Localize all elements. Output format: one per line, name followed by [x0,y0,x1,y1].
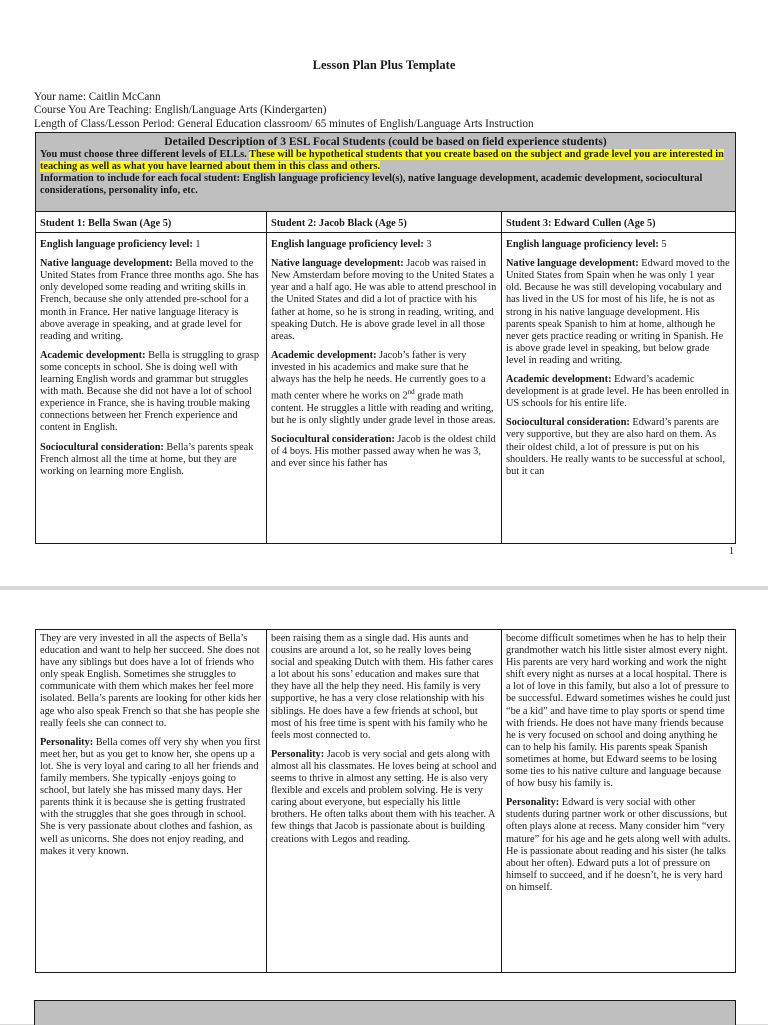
document-title: Lesson Plan Plus Template [312,58,456,72]
student-3-cell [502,233,736,544]
table-header-instructions [40,149,731,173]
student-1-heading: Student 1: Bella Swan (Age 5) [36,212,267,233]
native-paragraph [271,258,497,343]
page-number: 1 [729,546,734,557]
continued-paragraph: been raising them as a single dad. His aunts and cousins are around a lot, so he really loves being social and speaking Dutch with them. His father cares a lot about his sons’ education and makes sure that they have all the help they need. His family is very supportive, he has a very close relationship with his siblings. He does have a few friends at school, but most of his free time is spent with his family who he feels most connected to. [271,633,494,741]
proficiency-label: English language proficiency level: [506,239,659,251]
sociocultural-text: Edward’s parents are very supportive, but they are also hard on them. As their oldest child, a lot of pressure is put on his shoulders. He really wants to be successful at school, but it can [506,417,726,477]
academic-paragraph [40,350,262,435]
personality-paragraph [40,737,262,858]
personality-text: Jacob is very social and gets along with almost all his classmates. He loves being at school and seems to thrive in almost any setting. He is also very flexible and excels and problem solving. He is very caring about everyone, but especially his little brothers. He often talks about them with his teacher. A few things that Jacob is passionate about is building creations with Legos and reading. [271,748,497,845]
table-header-title: Detailed Description of 3 ESL Focal Students (could be based on field experience students) [164,136,607,148]
proficiency-label: English language proficiency level: [271,239,424,251]
academic-text-cont: grade math content. He struggles a little with reading and writing, but he is only slightly under grade level in those areas. [271,390,496,426]
academic-label: Academic development: [40,349,146,361]
student-1-cell [36,233,267,544]
instructions-highlight: These will be hypothetical students that you create based on the subject and grade level you are interested in teaching as well as what you have learned about them in this class and others. [40,149,724,172]
academic-superscript: nd [407,388,415,397]
native-label: Native language development: [506,258,639,270]
academic-paragraph [271,350,497,427]
document-page-2 [0,590,768,1024]
proficiency-value: 5 [658,239,667,251]
sociocultural-label: Sociocultural consideration: [506,417,630,429]
student-1-cell-continued [36,630,267,973]
academic-text: Edward’s academic development is at grade level. He has been enrolled in US schools for his entire life. [506,374,730,410]
proficiency-value: 3 [423,239,432,251]
focal-students-table-continued [35,629,736,973]
personality-text: Edward is very social with other students during partner work or other discussions, but often plays alone at recess. Many consider him “very mature” for his age and he gets along well with adults. He is passionate about reading and his sister (he talks about her often). Edward puts a lot of pressure on himself to succeed, and if he doesn’t, he is very hard on himself. [506,797,731,893]
proficiency-paragraph [40,239,262,251]
personality-label: Personality: [40,736,94,748]
proficiency-label: English language proficiency level: [40,239,193,251]
instructions-plain: You must choose three different levels of ELLs. [40,149,250,160]
sociocultural-label: Sociocultural consideration: [271,433,395,445]
student-3-heading: Student 3: Edward Cullen (Age 5) [502,212,736,233]
academic-text: Bella is struggling to grasp some concepts in school. She is doing well with learning English words and grammar but struggles with math. Because she did not have a lot of school experience in France, she is having trouble making connections between her French experience and content in English. [40,349,260,434]
personality-label: Personality: [271,748,325,760]
sociocultural-text: Bella’s parents speak French almost all the time at home, but they are working on learning more English. [40,441,254,477]
academic-text: Jacob’s father is very invested in his academics and make sure that he always has the help he needs. He currently goes to a math center where he works on 2 [271,349,486,402]
personality-text: Bella comes off very shy when you first meet her, but as you get to know her, she opens up a lot. She is very loyal and caring to all her friends and family members. She typically -enjoys going to school, but lately she has missed many days. Her parents think it is because she is getting frustrated with the struggles that she goes through in school. She is very passionate about clothes and fashion, as well as unicorns. She does not enjoy reading, and makes it very known. [40,736,261,857]
sociocultural-paragraph [40,442,262,478]
student-2-heading: Student 2: Jacob Black (Age 5) [267,212,502,233]
native-text: Bella moved to the United States from France three months ago. She has only developed some reading and writing skills in French, because she only attended pre-school for a month in France. Her native language literacy is above average in speaking, and at grade level for reading and writing. [40,258,259,342]
student-3-cell-continued [502,630,736,973]
native-label: Native language development: [40,258,173,270]
personality-label: Personality: [506,797,560,809]
continued-paragraph: become difficult sometimes when he has to help their grandmother watch his little sister almost every night. His parents are very hard working and work the night shift every night as nurses at a local hospital. There is a lot of love in this family, but also a lot of pressure to be successful. Edward sometimes wishes he could just “be a kid” and have time to play sports or spend time with friends. He does not have many friends because he is very focused on school and doing anything he can to help his family. His parents speak Spanish sometimes at home, but Edward seems to be losing some ties to his native culture and language because of how busy his family is. [506,633,731,790]
native-text: Edward moved to the United States from Spain when he was only 1 year old. Because he was still developing vocabulary and has lived in the US for most of his life, he is not as strong in his native language development. His parents speak Spanish to him at home, although he never gets practice reading or writing in Spanish. He is above grade level in speaking, but below grade level in reading and writing. [506,258,730,366]
sociocultural-label: Sociocultural consideration: [40,441,164,453]
student-2-cell [267,233,502,544]
student-2-cell-continued [267,630,502,973]
native-paragraph [506,258,731,367]
personality-paragraph [271,749,497,846]
focal-students-table [35,132,736,544]
continued-paragraph: They are very invested in all the aspects of Bella’s education and want to help her succeed. She does not have any siblings but does have a lot of friends who only speak English. Sometimes she struggles to communicate with them which makes her feel more isolated. Bella’s parents are looking for other kids her age who also speak French so that she has people she really feels she can connect to. [40,633,262,729]
personality-paragraph [506,797,731,894]
academic-label: Academic development: [271,349,377,361]
course-line: Course You Are Teaching: English/Language Arts (Kindergarten) [34,104,327,116]
native-text: Jacob was raised in New Amsterdam before moving to the United States a year and a half ago. He was able to attend preschool in the United States and did a lot of practice with his father at home, so he is strong in reading, writing, and speaking Dutch. He is above grade level in all those areas. [271,258,497,342]
table-header-info: Information to include for each focal student: English language proficiency level(s), native language development, academic development, sociocultural considerations, personality info, etc. [40,173,703,196]
proficiency-value: 1 [192,239,201,251]
sociocultural-text: Jacob is the oldest child of 4 boys. His mother passed away when he was 3, and ever since his father has [271,433,496,470]
table-header [36,133,736,212]
academic-paragraph [506,374,731,410]
native-label: Native language development: [271,258,404,270]
proficiency-paragraph [271,239,497,251]
sociocultural-paragraph [271,434,497,470]
your-name-line: Your name: Caitlin McCann [34,91,161,103]
length-line: Length of Class/Lesson Period: General Education classroom/ 65 minutes of English/Language Arts Instruction [34,118,534,130]
academic-label: Academic development: [506,374,612,386]
next-table-header [34,1000,736,1025]
native-paragraph [40,258,262,343]
sociocultural-paragraph [506,417,731,477]
proficiency-paragraph [506,239,731,251]
